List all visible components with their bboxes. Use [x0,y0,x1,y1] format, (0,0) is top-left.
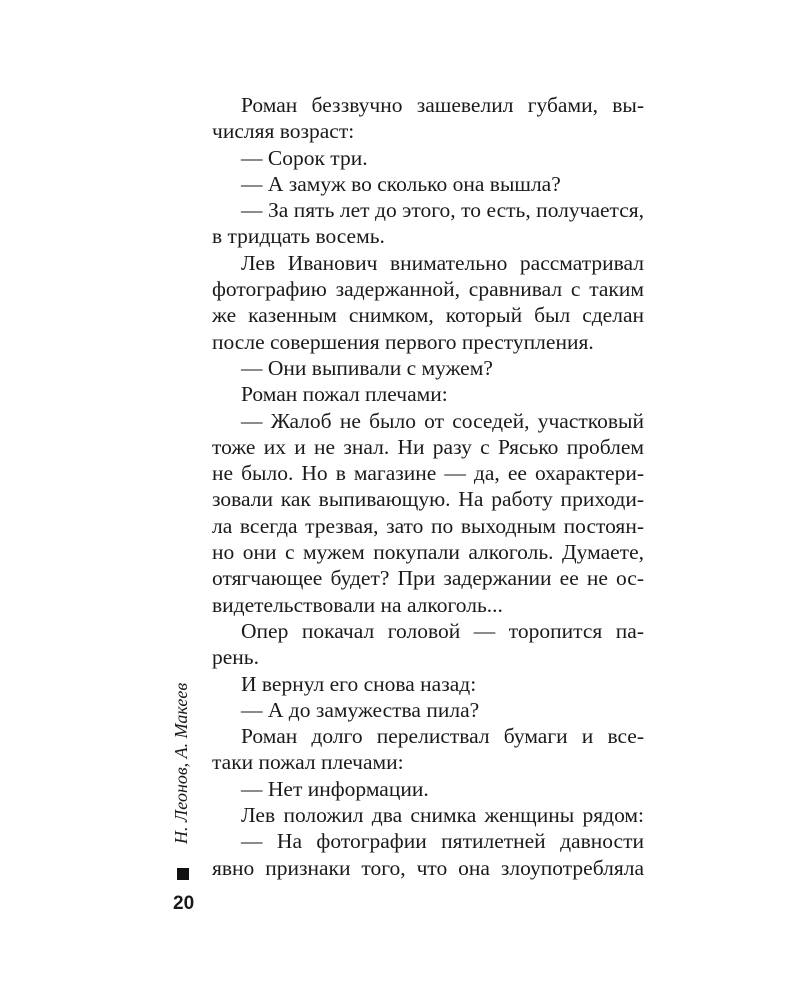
text-line: — А замуж во сколько она вышла? [241,171,561,196]
text-line: — На фотографии пятилетней давности [241,829,644,854]
page-number: 20 [173,893,195,914]
text-line: видетельствовали на алкоголь... [212,592,503,617]
text-line: Роман беззвучно зашевелил губами, вы- [241,93,644,117]
text-line: числяя возраст: [212,119,355,144]
text-line: Лев Иванович внимательно рассматривал [241,250,644,275]
text-line: Лев положил два снимка женщины рядом: [241,803,644,828]
body-text [212,92,644,881]
text-line: тоже их и не знал. Ни разу с Рясько проблем [212,434,644,459]
text-line: Роман долго перелиствал бумаги и все- [241,724,644,749]
text-line: же казенным снимком, который был сделан [212,303,644,328]
text-line: И вернул его снова назад: [241,671,477,696]
running-head: Н. Леонов, А. Макеев [171,682,191,844]
text-line: ла всегда трезвая, зато по выходным постоян- [212,513,644,538]
text-line: в тридцать восемь. [212,224,385,249]
text-line: — Жалоб не было от соседей, участковый [241,408,644,433]
text-line: — Нет информации. [241,776,429,801]
text-line: отягчающее будет? При задержании ее не ос- [212,566,644,591]
text-line: — Сорок три. [241,145,368,170]
text-line: фотографию задержанной, сравнивал с таким [212,277,644,302]
text-line: Роман пожал плечами: [241,382,448,407]
text-line: но они с мужем покупали алкоголь. Думаете, [212,540,644,565]
text-line: таки пожал плечами: [212,750,404,775]
text-line: — За пять лет до этого, то есть, получается, [241,198,644,223]
text-line: — А до замужества пила? [241,697,480,722]
text-line: явно признаки того, что она злоупотребляла [212,855,644,880]
text-line: зовали как выпивающую. На работу приходи- [212,487,644,512]
text-line: Опер покачал головой — торопится па- [241,618,644,643]
text-line: рень. [212,645,259,670]
square-marker-icon [177,868,189,880]
text-line: — Они выпивали с мужем? [241,355,493,380]
text-line: не было. Но в магазине — да, ее охарактери- [212,461,644,486]
text-line: после совершения первого преступления. [212,329,594,354]
